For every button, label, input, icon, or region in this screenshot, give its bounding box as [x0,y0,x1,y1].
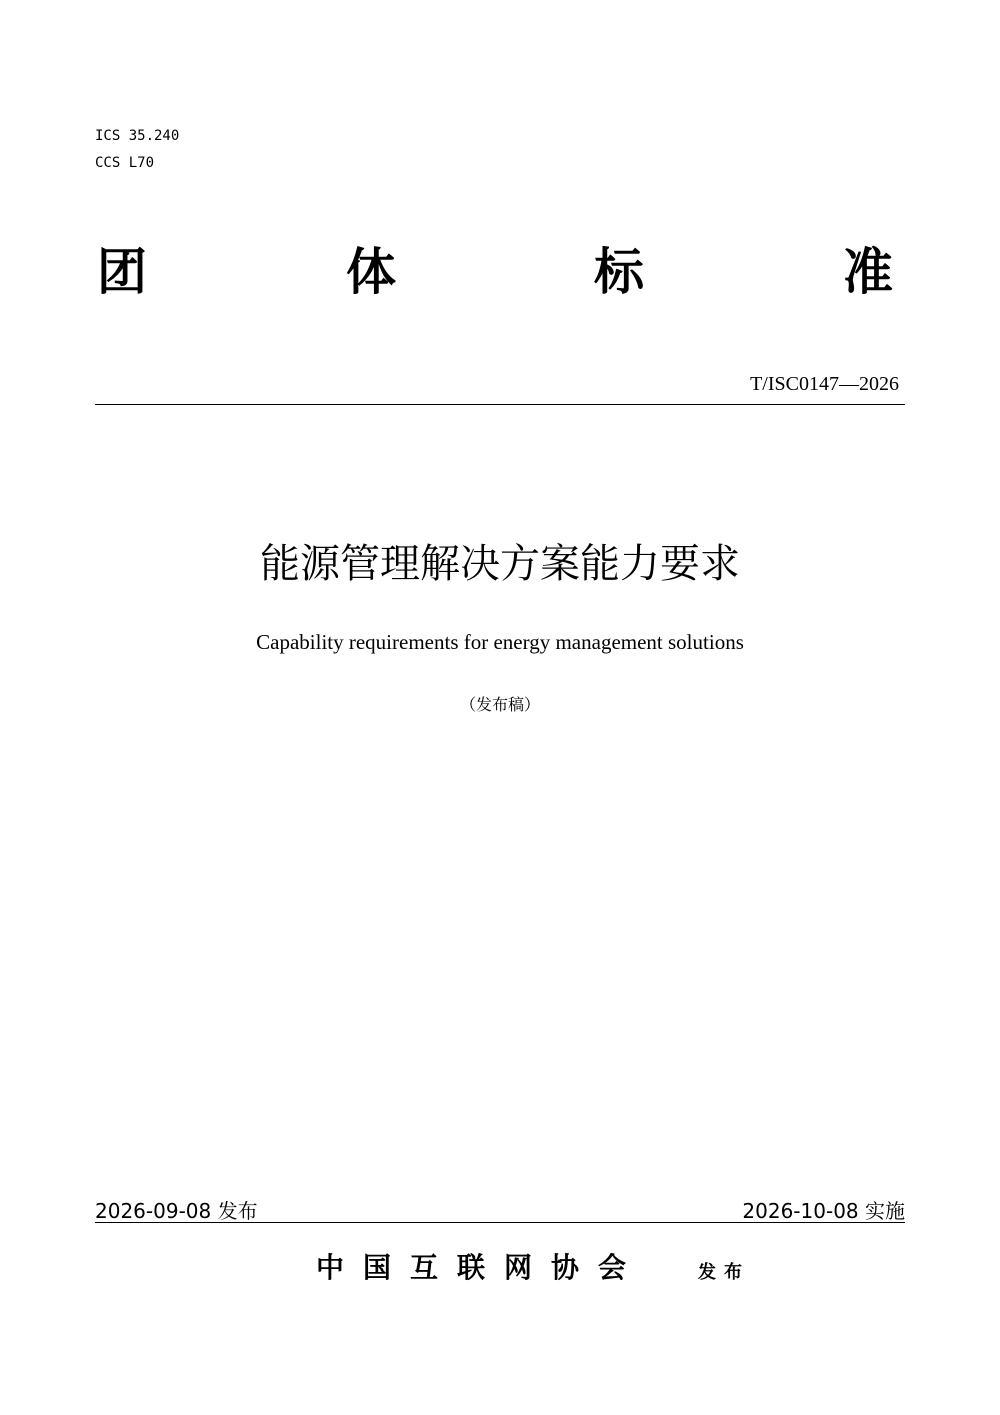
standard-type-char-4: 准 [843,243,893,301]
title-chinese: 能源管理解决方案能力要求 [260,541,740,587]
implement-date: 2026-10-08 实施 [742,1199,905,1223]
ccs-code: CCS L70 [95,155,155,171]
issue-label: 发布 [698,1262,750,1283]
standard-type-char-2: 体 [346,243,396,301]
publish-date: 2026-09-08 发布 [95,1199,258,1223]
standard-type-char-3: 标 [594,243,644,301]
bottom-divider [95,1222,905,1223]
ics-code: ICS 35.240 [95,128,180,144]
document-status: （发布稿） [459,695,540,714]
top-divider [95,404,905,405]
issuing-organization: 中国互联网协会 [316,1251,646,1284]
title-english: Capability requirements for energy management solutions [256,630,744,654]
standard-number: T/ISC0147—2026 [750,373,899,395]
standard-type-char-1: 团 [97,243,147,301]
